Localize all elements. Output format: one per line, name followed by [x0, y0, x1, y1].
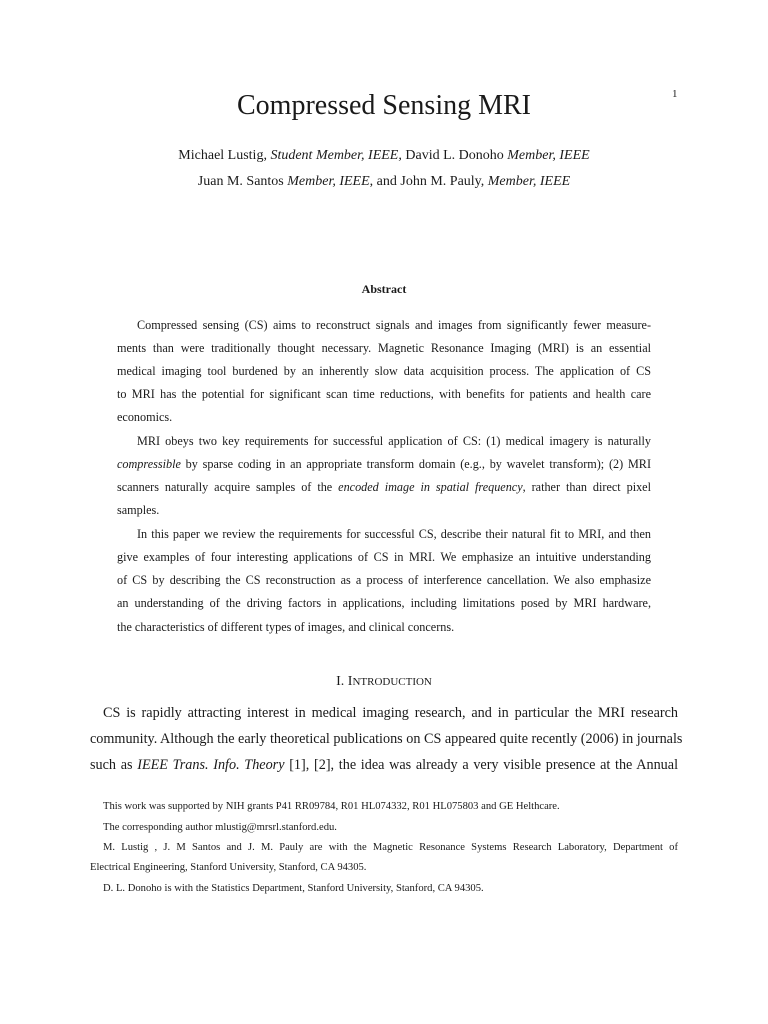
section-number: I. — [336, 674, 348, 689]
author-membership: Member, IEEE — [287, 174, 370, 189]
section-heading — [0, 674, 768, 690]
abstract-line: medical imaging tool burdened by an inherently slow data acquisition process. The application of CS — [117, 364, 651, 378]
footnote: M. Lustig , J. M Santos and J. M. Pauly are with the Magnetic Resonance Systems Research Laboratory, Department of — [103, 842, 678, 853]
author-name: David L. Donoho — [401, 148, 508, 163]
body-text: [1], [2], the idea was already a very visible presence at the Annual — [284, 757, 679, 773]
journal-name: IEEE Trans. Info. Theory — [137, 757, 285, 773]
abstract-text: scanners naturally acquire samples of the — [117, 480, 339, 494]
abstract-line: of CS by describing the CS reconstruction as a process of interference cancellation. We also emphasize — [117, 573, 651, 587]
author-name: Juan M. Santos — [197, 174, 288, 189]
footnote: The corresponding author mlustig@mrsrl.stanford.edu. — [103, 822, 337, 833]
author-membership: Student Member, IEEE, — [270, 148, 402, 163]
author-name: Michael Lustig, — [178, 148, 271, 163]
abstract-line: an understanding of the driving factors in applications, including limitations posed by MRI hardware, — [117, 596, 651, 610]
abstract-line — [117, 480, 651, 495]
footnote: D. L. Donoho is with the Statistics Department, Stanford University, Stanford, CA 94305. — [103, 883, 484, 894]
author-membership: Member, IEEE — [507, 148, 590, 163]
paper-title: Compressed Sensing MRI — [237, 90, 531, 121]
footnote: This work was supported by NIH grants P41 RR09784, R01 HL074332, R01 HL075803 and GE Helthcare. — [103, 801, 560, 812]
abstract-line: to MRI has the potential for significant scan time reductions, with benefits for patients and health care — [117, 387, 651, 401]
abstract-text: by sparse coding in an appropriate transform domain (e.g., by wavelet transform); (2) MRI — [180, 457, 651, 471]
page-number: 1 — [672, 88, 678, 100]
author-line-2 — [0, 174, 768, 190]
author-membership: Member, IEEE — [487, 174, 571, 189]
abstract-line: economics. — [117, 410, 173, 424]
footnote: Electrical Engineering, Stanford University, Stanford, CA 94305. — [90, 862, 367, 873]
abstract-line: ments than were traditionally thought necessary. Magnetic Resonance Imaging (MRI) is an essential — [117, 341, 651, 355]
body-text: such as — [90, 757, 138, 773]
body-line — [90, 757, 678, 774]
author-line-1 — [0, 148, 768, 164]
section-initial: I — [347, 674, 353, 689]
section-title-rest: NTRODUCTION — [352, 676, 432, 688]
abstract-line: samples. — [117, 503, 160, 517]
author-name: , and John M. Pauly, — [369, 174, 488, 189]
abstract-line: the characteristics of different types of images, and clinical concerns. — [117, 620, 455, 634]
emphasis: encoded image in spatial frequency — [338, 480, 523, 494]
abstract-heading: Abstract — [361, 282, 407, 296]
body-line: community. Although the early theoretical publications on CS appeared quite recently (2006) in journals — [90, 731, 683, 747]
body-line: CS is rapidly attracting interest in medical imaging research, and in particular the MRI research — [103, 705, 678, 721]
abstract-line: In this paper we review the requirements for successful CS, describe their natural fit to MRI, and then — [137, 527, 651, 541]
abstract-text: , rather than direct pixel — [522, 480, 651, 494]
emphasis: compressible — [117, 457, 181, 471]
abstract-line: Compressed sensing (CS) aims to reconstruct signals and images from significantly fewer measure- — [137, 318, 651, 332]
abstract-line: MRI obeys two key requirements for successful application of CS: (1) medical imagery is naturally — [137, 434, 651, 448]
abstract-line — [117, 457, 651, 472]
abstract-line: give examples of four interesting applications of CS in MRI. We emphasize an intuitive understanding — [117, 550, 651, 564]
